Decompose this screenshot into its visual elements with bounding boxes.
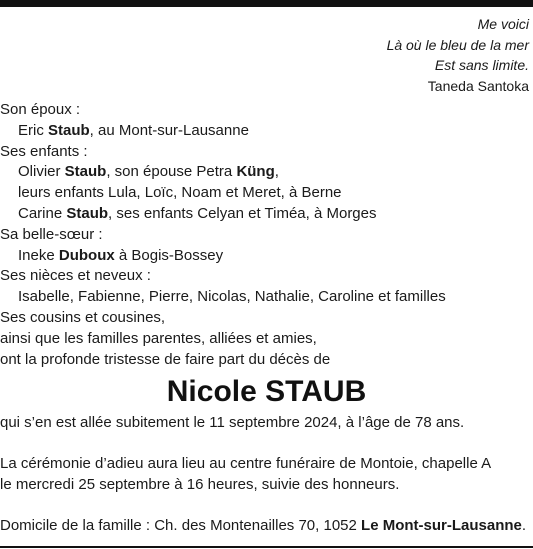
spouse-entry <box>0 121 533 142</box>
nieces-entry: Isabelle, Fabienne, Pierre, Nicolas, Nathalie, Caroline et familles <box>18 288 446 306</box>
domicile-line <box>0 516 533 537</box>
child-entry <box>0 204 533 225</box>
spouse-last-name: Staub <box>48 121 90 139</box>
children-heading: Ses enfants : <box>0 142 88 160</box>
top-border-rule <box>0 0 533 7</box>
epigraph-poem <box>387 14 529 96</box>
announcement-line: ont la profonde tristesse de faire part du décès de <box>0 350 331 368</box>
bottom-border-rule <box>0 546 533 548</box>
epigraph-author: Taneda Santoka <box>427 77 529 94</box>
punctuation: , <box>274 163 279 181</box>
families-line: ainsi que les familles parentes, alliées et amies, <box>0 329 317 347</box>
punctuation: . <box>521 516 527 534</box>
child-last-name: Staub <box>64 163 107 181</box>
passing-line: qui s’en est allée subitement le 11 septembre 2024, à l’âge de 78 ans. <box>0 414 465 432</box>
child-spouse-text: , son épouse Petra <box>106 163 237 181</box>
nieces-heading: Ses nièces et neveux : <box>0 267 151 285</box>
epigraph-verse-line: Est sans limite. <box>434 57 529 73</box>
obituary-body <box>0 100 533 537</box>
deceased-name-heading: Nicole STAUB <box>166 375 367 409</box>
sister-in-law-location: à Bogis-Bossey <box>114 246 224 264</box>
child-last-name: Staub <box>66 204 109 222</box>
ceremony-line: le mercredi 25 septembre à 16 heures, suivie des honneurs. <box>0 475 400 493</box>
spouse-location: , au Mont-sur-Lausanne <box>89 121 249 139</box>
cousins-line: Ses cousins et cousines, <box>0 308 166 326</box>
domicile-address: Domicile de la famille : Ch. des Montenailles 70, 1052 <box>0 516 362 534</box>
child-details: , ses enfants Celyan et Timéa, à Morges <box>108 204 377 222</box>
epigraph-verse-line: Me voici <box>477 16 529 32</box>
spouse-first-name: Eric <box>18 121 48 139</box>
child-first-name: Carine <box>18 204 67 222</box>
domicile-place: Le Mont-sur-Lausanne <box>361 516 522 534</box>
ceremony-line: La cérémonie d’adieu aura lieu au centre funéraire de Montoie, chapelle A <box>0 455 492 473</box>
spacer <box>0 496 533 516</box>
spacer <box>0 434 533 454</box>
epigraph-verse-line: Là où le bleu de la mer <box>386 36 529 53</box>
child-spouse-last-name: Küng <box>236 163 275 181</box>
sister-in-law-entry <box>0 246 533 267</box>
sister-in-law-last-name: Duboux <box>58 246 115 264</box>
child-entry <box>0 162 533 183</box>
spouse-heading: Son époux : <box>0 101 81 118</box>
sister-in-law-heading: Sa belle-sœur : <box>0 225 103 243</box>
child-first-name: Olivier <box>18 163 65 181</box>
sister-in-law-first-name: Ineke <box>18 246 59 264</box>
grandchildren-entry: leurs enfants Lula, Loïc, Noam et Meret, à Berne <box>18 184 342 202</box>
